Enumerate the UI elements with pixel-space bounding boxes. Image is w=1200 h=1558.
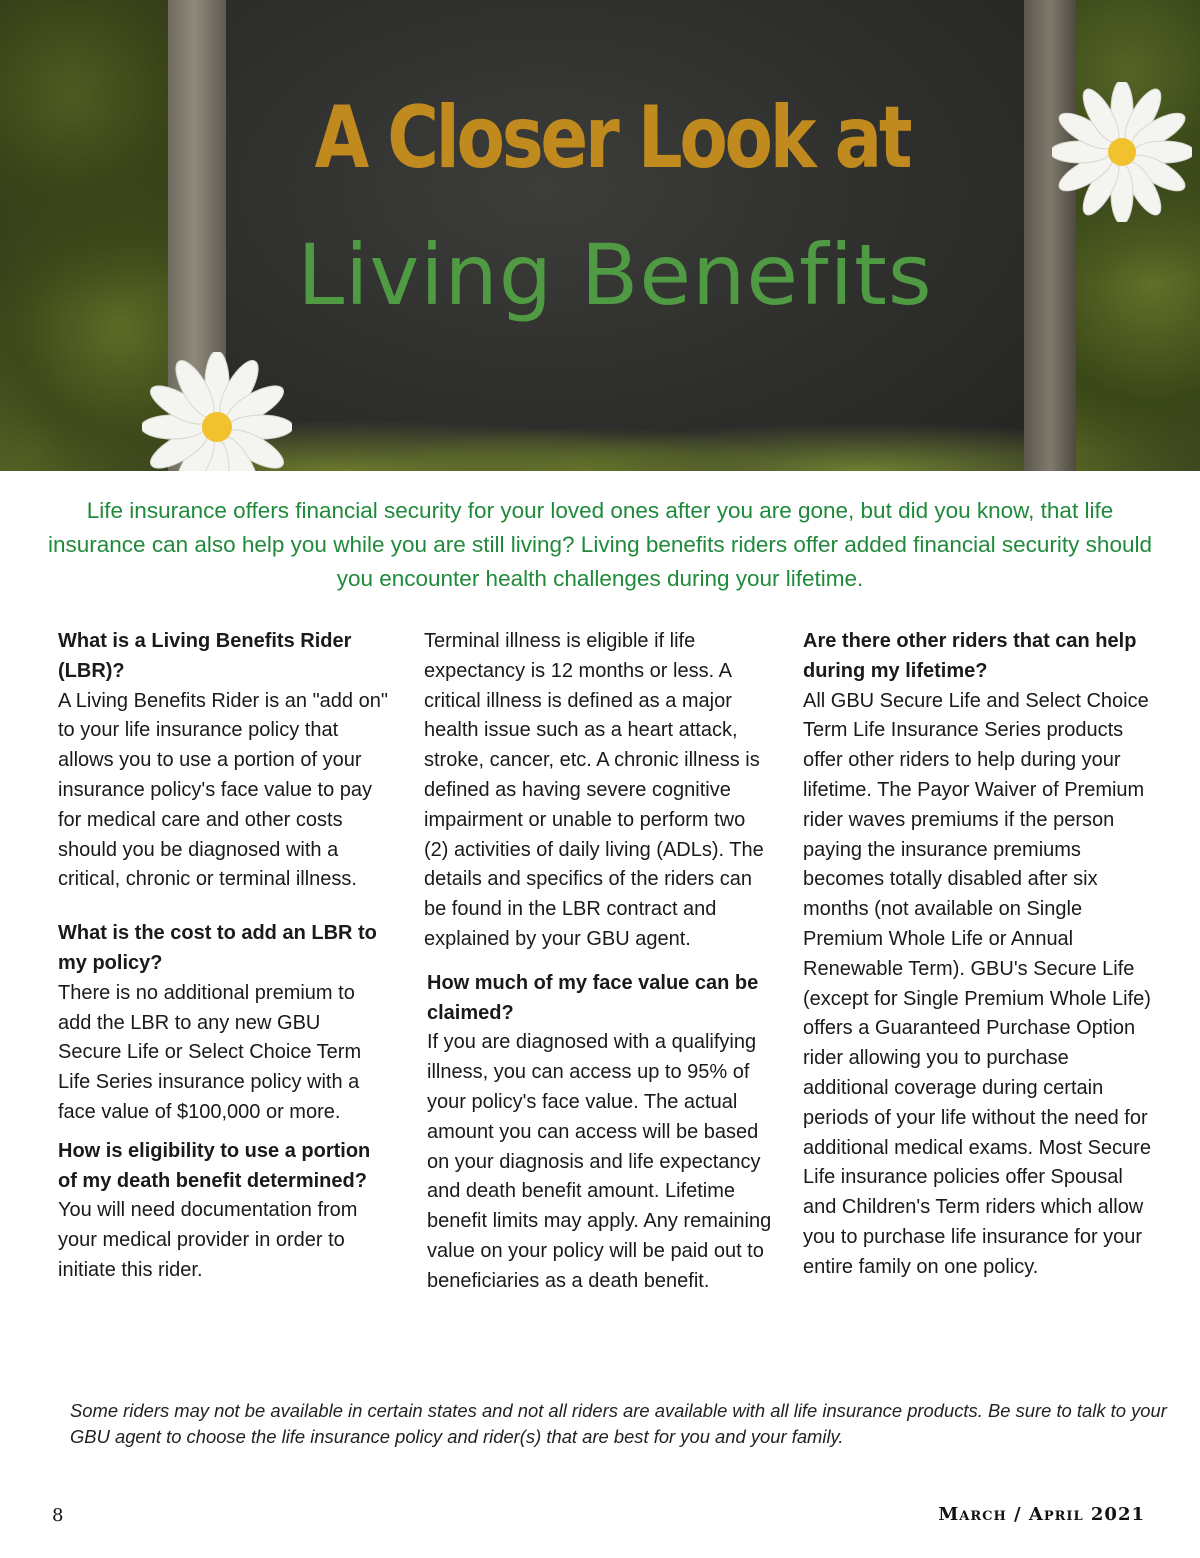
article-column-3 [803, 627, 1153, 1283]
answer-paragraph: There is no additional premium to add the LBR to any new GBU Secure Life or Select Choice Term Life Series insurance policy with a face value of $100,000 or more. [58, 981, 362, 1123]
answer-paragraph: You will need documentation from your medical provider in order to initiate this rider. [58, 1199, 358, 1281]
issue-date: March / April 2021 [938, 1504, 1145, 1525]
hero-title-line-2: Living Benefits [297, 226, 933, 324]
answer-paragraph: A Living Benefits Rider is an "add on" to your life insurance policy that allows you to use a portion of your insurance policy's face value to pay for medical care and other costs should you be diagnosed with a critical, chronic or terminal illness. [58, 689, 388, 891]
hero-title-line-1: A Closer Look at [314, 88, 910, 188]
daisy-flower-icon [142, 352, 292, 471]
answer-paragraph: If you are diagnosed with a qualifying illness, you can access up to 95% of your policy's face value. The actual amount you can access will be based on your diagnosis and life expectancy and death benefit amount. Lifetime benefit limits may apply. Any remaining value on your policy will be paid out to beneficiaries as a death benefit. [427, 1031, 772, 1292]
hero-banner [0, 0, 1200, 471]
answer-paragraph: Terminal illness is eligible if life expectancy is 12 months or less. A critical illness is defined as a major health issue such as a heart attack, stroke, cancer, etc. A chronic illness is defined as having severe cognitive impairment or unable to perform two (2) activities of daily living (ADLs). The details and specifics of the riders can be found in the LBR contract and explained by your GBU agent. [424, 630, 764, 950]
question-heading: What is the cost to add an LBR to my policy? [58, 922, 377, 974]
page-number: 8 [52, 1505, 64, 1526]
article-column-2 [424, 627, 774, 1297]
question-heading: Are there other riders that can help during my lifetime? [803, 630, 1137, 682]
article-column-1 [58, 627, 388, 1286]
intro-paragraph: Life insurance offers financial security for your loved ones after you are gone, but did you know, that life insurance can also help you while you are still living? Living benefits riders offer added financial security should you encounter health challenges during your lifetime. [48, 498, 1152, 591]
question-heading: How is eligibility to use a portion of my death benefit determined? [58, 1139, 371, 1192]
question-heading: What is a Living Benefits Rider (LBR)? [58, 630, 352, 682]
disclaimer-note: Some riders may not be available in certain states and not all riders are available with all life insurance products. Be sure to talk to your GBU agent to choose the life insurance policy and rider(s) that are best for you and your family. [70, 1400, 1167, 1447]
question-heading: How much of my face value can be claimed? [427, 971, 759, 1024]
daisy-flower-icon [1052, 82, 1192, 222]
moss-foreground [226, 381, 1024, 471]
answer-paragraph: All GBU Secure Life and Select Choice Term Life Insurance Series products offer other riders to help during your lifetime. The Payor Waiver of Premium rider waves premiums if the person paying the insurance premiums becomes totally disabled after six months (not available on Single Premium Whole Life or Annual Renewable Term). GBU's Secure Life (except for Single Premium Whole Life) offers a Guaranteed Purchase Option rider allowing you to purchase additional coverage during certain periods of your life without the need for additional medical exams. Most Secure Life insurance policies offer Spousal and Children's Term riders which allow you to purchase life insurance for your entire family on one policy. [803, 689, 1151, 1278]
